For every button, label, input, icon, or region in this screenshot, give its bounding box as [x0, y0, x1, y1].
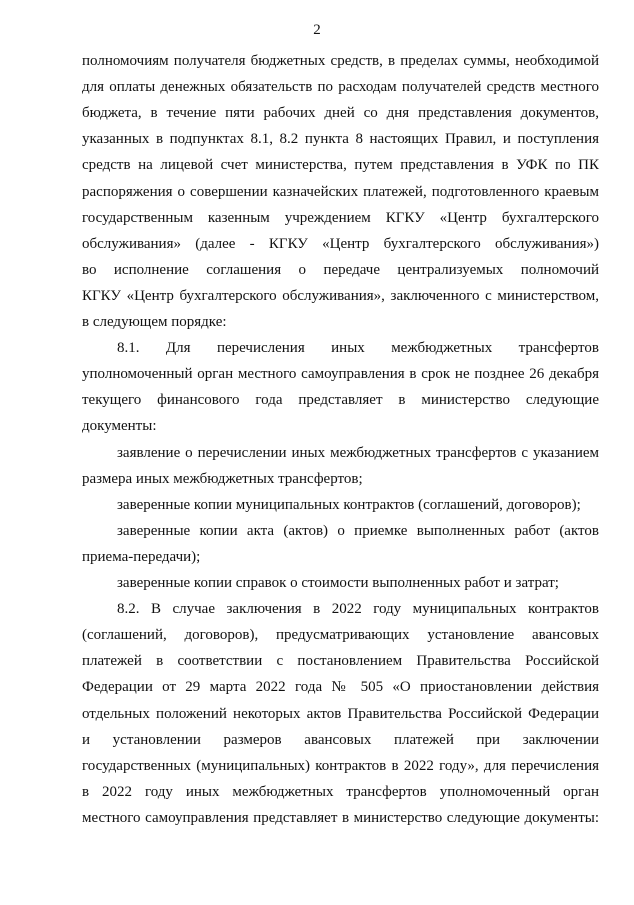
text-line: государственных (муниципальных) контрактов в 2022 году», для перечисления: [82, 757, 599, 774]
text-line: отдельных положений некоторых актов Правительства Российской Федерации: [82, 705, 599, 722]
text-line: 8.2. В случае заключения в 2022 году муниципальных контрактов: [117, 601, 599, 618]
text-line: документы:: [82, 418, 157, 435]
text-line: платежей в соответствии с постановлением Правительства Российской: [82, 653, 599, 670]
text-line: Федерации от 29 марта 2022 года № 505 «О приостановлении действия: [82, 679, 599, 696]
text-line: уполномоченный орган местного самоуправления в срок не позднее 26 декабря: [82, 366, 599, 383]
text-line: указанных в подпунктах 8.1, 8.2 пункта 8 настоящих Правил, и поступления: [82, 131, 599, 148]
text-line: для оплаты денежных обязательств по расходам получателей средств местного: [82, 79, 599, 96]
text-line: средств на лицевой счет министерства, путем представления в УФК по ПК: [82, 157, 599, 174]
text-line: приема-передачи);: [82, 548, 201, 565]
text-line: размера иных межбюджетных трансфертов;: [82, 470, 363, 487]
text-line: текущего финансового года представляет в министерство следующие: [82, 392, 599, 409]
text-line: полномочиям получателя бюджетных средств, в пределах суммы, необходимой: [82, 53, 599, 69]
text-line: заявление о перечислении иных межбюджетных трансфертов с указанием: [117, 444, 599, 461]
text-line: местного самоуправления представляет в министерство следующие документы:: [82, 809, 599, 826]
text-line: обслуживания» (далее - КГКУ «Центр бухгалтерского обслуживания»): [82, 235, 599, 252]
text-line: в следующем порядке:: [82, 314, 227, 330]
text-line: заверенные копии справок о стоимости выполненных работ и затрат;: [117, 575, 559, 591]
text-line: (соглашений, договоров), предусматривающих установление авансовых: [82, 627, 599, 644]
text-line: распоряжения о совершении казначейских платежей, подготовленного краевым: [82, 183, 599, 200]
page-number: 2: [313, 22, 321, 38]
text-line: во исполнение соглашения о передаче централизуемых полномочий: [82, 261, 599, 278]
text-line: КГКУ «Центр бухгалтерского обслуживания», заключенного с министерством,: [82, 287, 599, 304]
text-line: заверенные копии муниципальных контрактов (соглашений, договоров);: [117, 496, 581, 513]
text-line: 8.1. Для перечисления иных межбюджетных трансфертов: [117, 340, 599, 357]
text-line: в 2022 году иных межбюджетных трансфертов уполномоченный орган: [82, 783, 599, 800]
text-line: заверенные копии акта (актов) о приемке выполненных работ (актов: [117, 522, 599, 539]
text-line: и установлении размеров авансовых платежей при заключении: [82, 731, 599, 748]
text-line: бюджета, в течение пяти рабочих дней со дня представления документов,: [82, 105, 599, 122]
text-line: государственным казенным учреждением КГКУ «Центр бухгалтерского: [82, 209, 599, 226]
